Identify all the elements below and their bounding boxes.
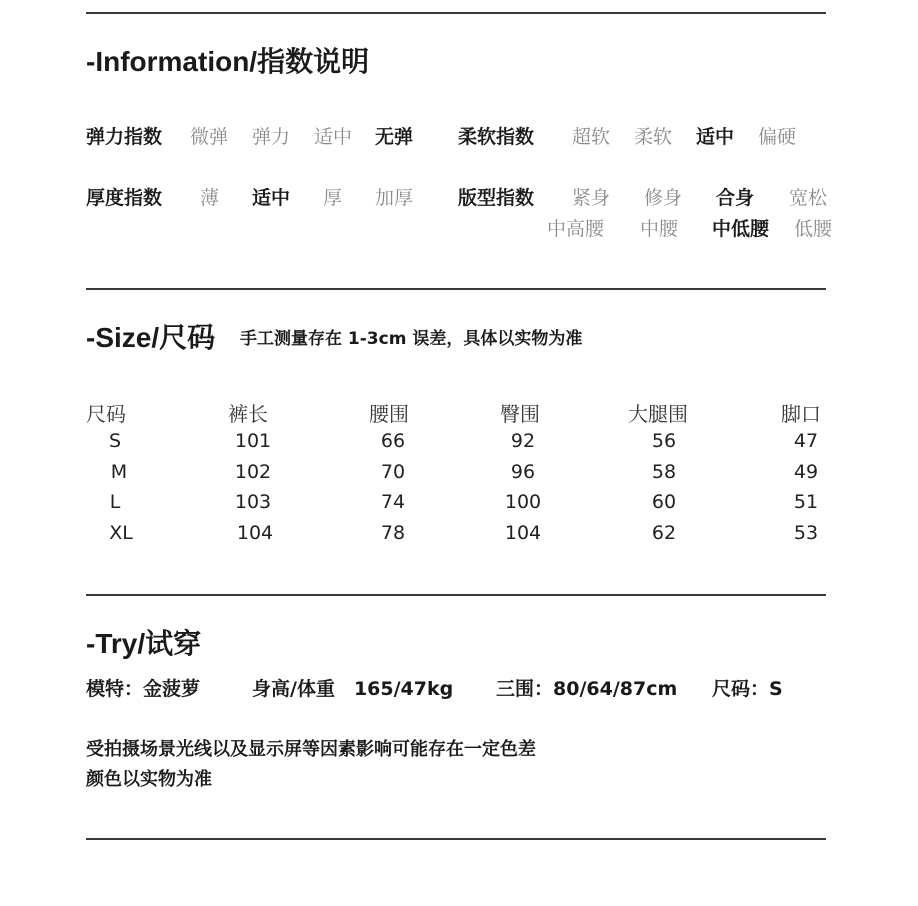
model-name: 模特：金菠萝 — [86, 678, 201, 700]
elasticity-option-4-selected: 无弹 — [375, 126, 414, 148]
thickness-option-2-selected: 适中 — [252, 187, 291, 209]
column-header-size: 尺码 — [86, 402, 126, 426]
model-height-weight: 身高/体重 165/47kg — [252, 678, 454, 700]
table-cell: 104 — [504, 522, 542, 544]
table-cell: 62 — [651, 522, 677, 544]
table-cell: L — [109, 491, 121, 513]
table-cell: 103 — [234, 491, 272, 513]
table-cell: 100 — [504, 491, 542, 513]
table-cell: 101 — [234, 430, 272, 452]
waist-option-4: 低腰 — [794, 218, 833, 240]
elasticity-option-3: 适中 — [314, 126, 353, 148]
waist-option-3-selected: 中低腰 — [712, 218, 770, 240]
table-cell: 47 — [793, 430, 819, 452]
model-size: 尺码：S — [712, 678, 783, 700]
softness-label: 柔软指数 — [458, 126, 535, 148]
table-cell: 66 — [380, 430, 406, 452]
fit-option-4: 宽松 — [789, 187, 828, 209]
table-cell: 53 — [793, 522, 819, 544]
table-cell: XL — [109, 522, 133, 544]
column-header-length: 裤长 — [228, 402, 268, 426]
table-cell: M — [110, 461, 128, 483]
color-disclaimer-2: 颜色以实物为准 — [86, 769, 212, 790]
table-cell: 92 — [510, 430, 536, 452]
elasticity-option-2: 弹力 — [252, 126, 291, 148]
divider-size-try — [86, 594, 826, 596]
elasticity-label: 弹力指数 — [86, 126, 163, 148]
table-cell: 58 — [651, 461, 677, 483]
divider-top — [86, 12, 826, 14]
table-cell: 60 — [651, 491, 677, 513]
table-cell: 102 — [234, 461, 272, 483]
table-cell: 78 — [380, 522, 406, 544]
table-cell: 49 — [793, 461, 819, 483]
divider-info-size — [86, 288, 826, 290]
waist-option-1: 中高腰 — [547, 218, 605, 240]
table-cell: 56 — [651, 430, 677, 452]
table-cell: 96 — [510, 461, 536, 483]
softness-option-1: 超软 — [572, 126, 611, 148]
table-cell: S — [108, 430, 122, 452]
divider-bottom — [86, 838, 826, 840]
table-cell: 104 — [236, 522, 274, 544]
fit-label: 版型指数 — [458, 187, 535, 209]
size-note: 手工测量存在 1-3cm 误差，具体以实物为准 — [240, 329, 583, 349]
softness-option-4: 偏硬 — [758, 126, 797, 148]
table-cell: 70 — [380, 461, 406, 483]
column-header-hem: 脚口 — [781, 402, 821, 426]
thickness-option-1: 薄 — [200, 187, 220, 209]
size-heading: -Size/尺码 — [86, 322, 216, 353]
softness-option-2: 柔软 — [634, 126, 673, 148]
fit-option-2: 修身 — [644, 187, 683, 209]
softness-option-3-selected: 适中 — [696, 126, 735, 148]
model-measurements: 三围：80/64/87cm — [496, 678, 678, 700]
column-header-hip: 臀围 — [500, 402, 540, 426]
waist-option-2: 中腰 — [640, 218, 679, 240]
fit-option-1: 紧身 — [572, 187, 611, 209]
thickness-label: 厚度指数 — [86, 187, 163, 209]
column-header-waist: 腰围 — [369, 402, 409, 426]
elasticity-option-1: 微弹 — [190, 126, 229, 148]
info-heading: -Information/指数说明 — [86, 46, 370, 77]
try-heading: -Try/试穿 — [86, 628, 202, 659]
thickness-option-4: 加厚 — [375, 187, 414, 209]
thickness-option-3: 厚 — [323, 187, 343, 209]
column-header-thigh: 大腿围 — [628, 402, 688, 426]
table-cell: 51 — [793, 491, 819, 513]
color-disclaimer: 受拍摄场景光线以及显示屏等因素影响可能存在一定色差 — [86, 739, 536, 760]
table-cell: 74 — [380, 491, 406, 513]
fit-option-3-selected: 合身 — [716, 187, 755, 209]
